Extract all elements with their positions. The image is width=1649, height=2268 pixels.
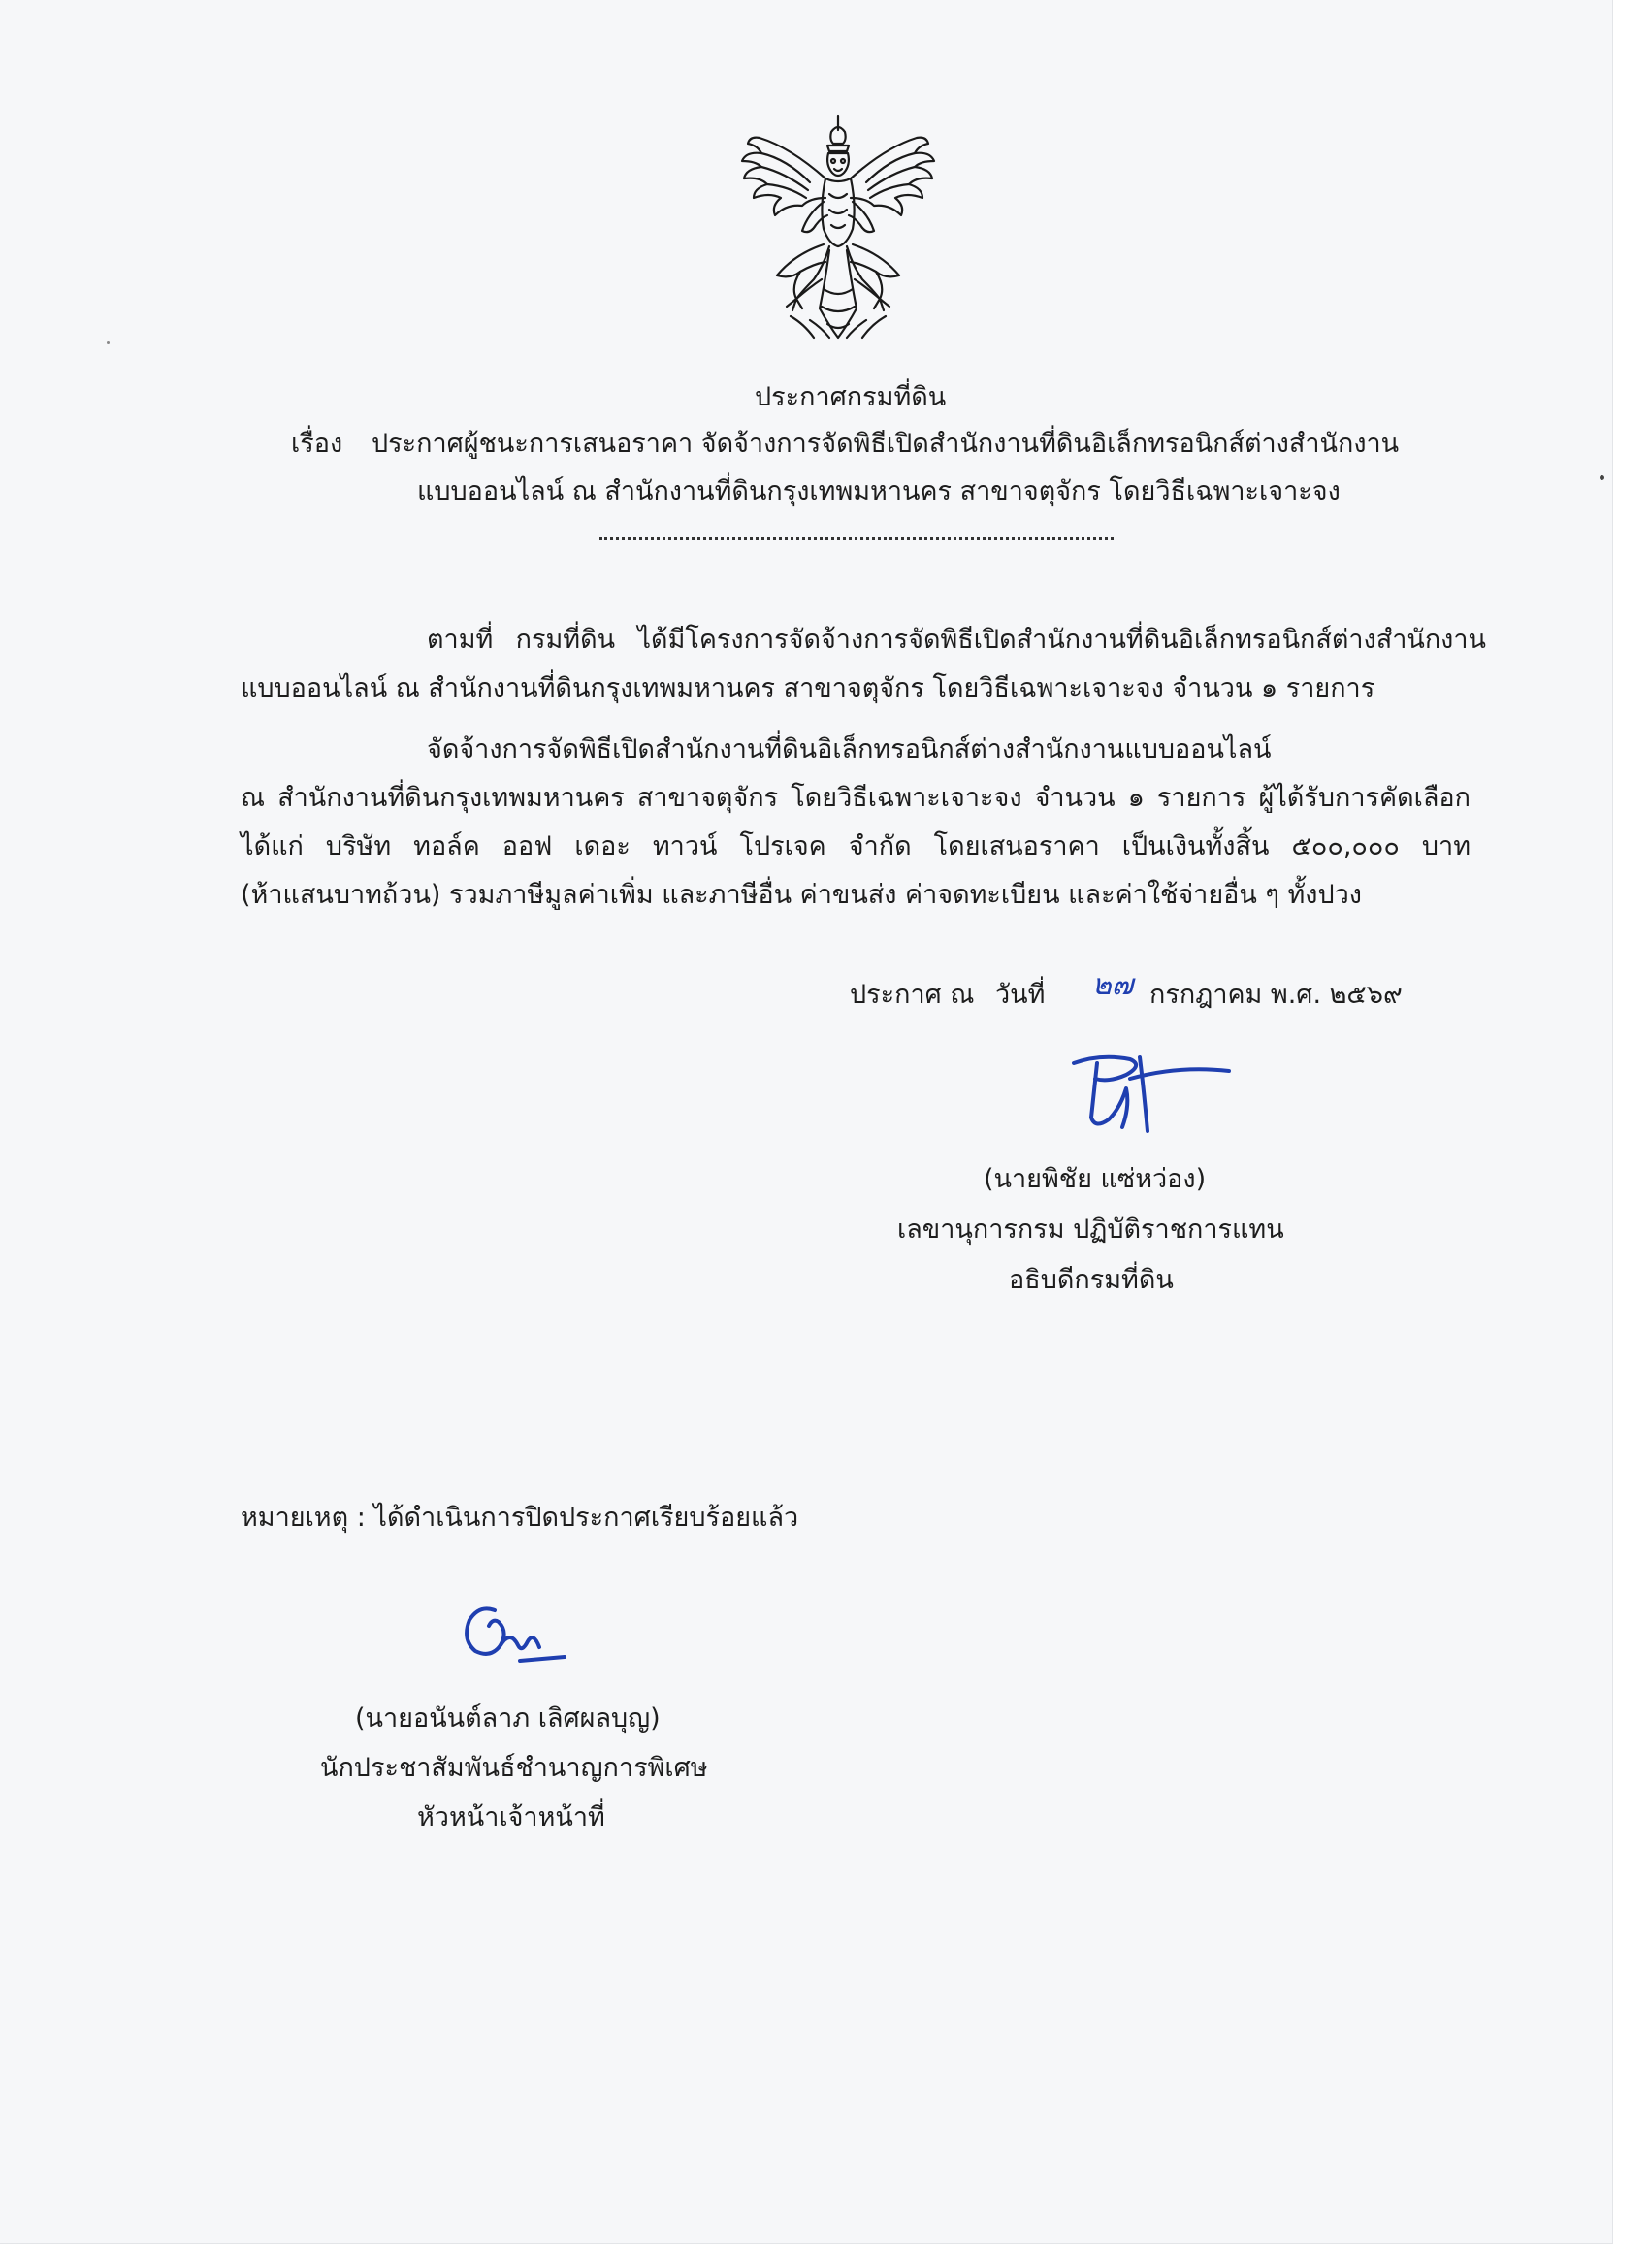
paragraph-2-line-4: (ห้าแสนบาทถ้วน) รวมภาษีมูลค่าเพิ่ม และภาษีอื่น ค่าขนส่ง ค่าจดทะเบียน และค่าใช้จ่ายอื่น ๆ ทั้งปวง: [241, 880, 1362, 910]
announce-month-year: กรกฎาคม พ.ศ. ๒๕๖๙: [1149, 980, 1403, 1010]
paragraph-1-line-1: ตามที่ กรมที่ดิน ได้มีโครงการจัดจ้างการจัดพิธีเปิดสำนักงานที่ดินอิเล็กทรอนิกส์ต่างสำนักงาน: [427, 625, 1486, 655]
paragraph-2-line-2: ณ สำนักงานที่ดินกรุงเทพมหานคร สาขาจตุจักร โดยวิธีเฉพาะเจาะจง จำนวน ๑ รายการ ผู้ได้รับการคัดเลือก: [241, 783, 1471, 813]
dotted-separator: [599, 537, 1114, 540]
officer-name: (นายอนันต์ลาภ เลิศผลบุญ): [355, 1703, 661, 1733]
paragraph-2-line-3: ได้แก่ บริษัท ทอล์ค ออฟ เดอะ ทาวน์ โปรเจค จำกัด โดยเสนอราคา เป็นเงินทั้งสิ้น ๕๐๐,๐๐๐ บาท: [241, 831, 1471, 861]
signature-director-icon: [1062, 1050, 1237, 1147]
announce-day-label: วันที่: [995, 980, 1046, 1010]
paper-speck: [107, 341, 110, 344]
announce-prefix: ประกาศ ณ: [850, 980, 975, 1010]
subject-line-1: ประกาศผู้ชนะการเสนอราคา จัดจ้างการจัดพิธีเปิดสำนักงานที่ดินอิเล็กทรอนิกส์ต่างสำนักงาน: [372, 429, 1400, 459]
paragraph-1-line-2: แบบออนไลน์ ณ สำนักงานที่ดินกรุงเทพมหานคร สาขาจตุจักร โดยวิธีเฉพาะเจาะจง จำนวน ๑ รายการ: [241, 673, 1375, 703]
announce-day-value: ๒๗: [1092, 968, 1134, 1002]
signatory-name: (นายพิชัย แซ่หว่อง): [984, 1164, 1207, 1194]
signatory-position: เลขานุการกรม ปฏิบัติราชการแทน: [897, 1215, 1284, 1245]
signature-officer-icon: [456, 1597, 572, 1684]
officer-position: นักประชาสัมพันธ์ชำนาญการพิเศษ: [320, 1753, 708, 1783]
signatory-title: อธิบดีกรมที่ดิน: [1009, 1265, 1174, 1295]
garuda-emblem-icon: [732, 109, 944, 351]
paragraph-2-line-1: จัดจ้างการจัดพิธีเปิดสำนักงานที่ดินอิเล็กทรอนิกส์ต่างสำนักงานแบบออนไลน์: [427, 734, 1272, 764]
paper-speck: [1600, 475, 1604, 480]
officer-title: หัวหน้าเจ้าหน้าที่: [417, 1802, 605, 1832]
agency-title: ประกาศกรมที่ดิน: [755, 382, 947, 412]
subject-line-2: แบบออนไลน์ ณ สำนักงานที่ดินกรุงเทพมหานคร สาขาจตุจักร โดยวิธีเฉพาะเจาะจง: [417, 476, 1341, 506]
subject-label: เรื่อง: [291, 429, 343, 459]
note-text: หมายเหตุ : ได้ดำเนินการปิดประกาศเรียบร้อยแล้ว: [241, 1503, 799, 1533]
